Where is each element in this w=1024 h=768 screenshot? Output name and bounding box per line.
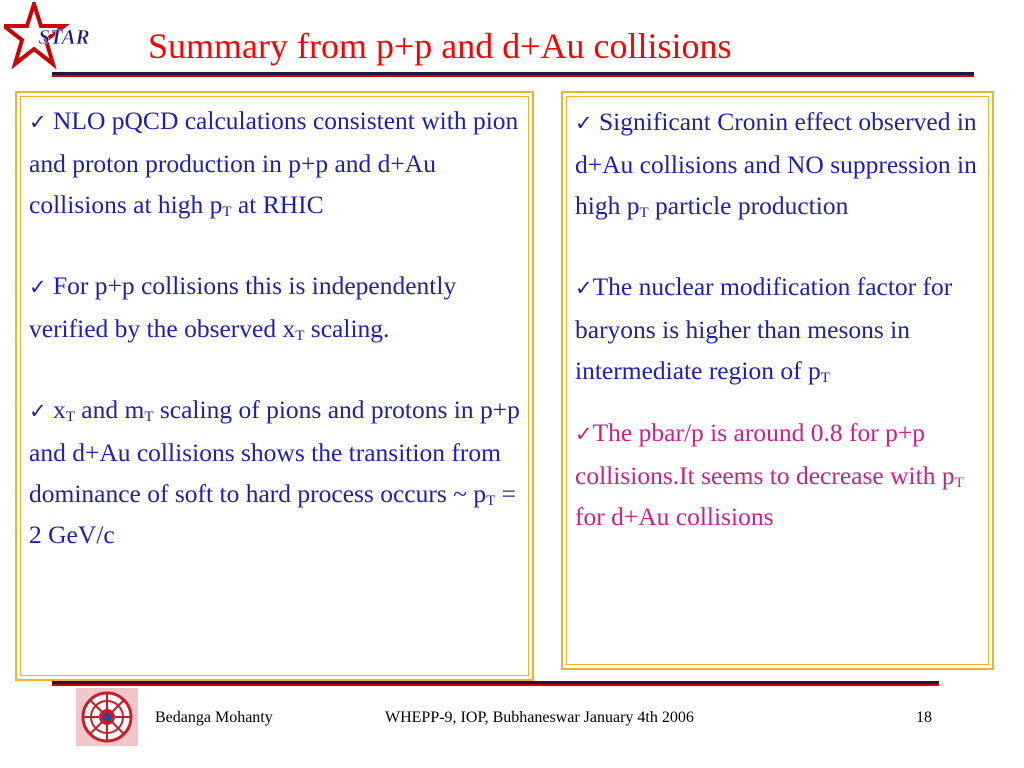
check-icon: ✓ [575, 422, 593, 446]
check-icon: ✓ [29, 399, 47, 423]
slide-title: Summary from p+p and d+Au collisions [148, 26, 732, 66]
check-icon: ✓ [29, 275, 47, 299]
right-summary-box [561, 91, 994, 670]
footer-event: WHEPP-9, IOP, Bubhaneswar January 4th 2006 [385, 709, 694, 726]
star-logo [4, 2, 104, 74]
page-number: 18 [916, 709, 932, 726]
left-summary-box [15, 91, 534, 681]
footer-divider [52, 681, 939, 684]
right-item-cronin: ✓ Significant Cronin effect observed in d+Au collisions and NO suppression in high $p_T$ particle production [575, 107, 977, 221]
right-item-nuclear-modification: ✓The nuclear modification factor for baryons is higher than mesons in intermediate region of $p_T$ [575, 272, 953, 386]
left-item-xt-scaling: ✓ For p+p collisions this is independently verified by the observed $x_T$ scaling. [29, 271, 457, 344]
check-icon: ✓ [29, 110, 47, 134]
left-item-nlo-pqcd: ✓ NLO pQCD calculations consistent with pion and proton production in p+p and d+Au collisions at high $p_T$ at RHIC [29, 106, 519, 220]
title-divider [52, 72, 974, 75]
left-item-transition: ✓ $x_T$ and $m_T$ scaling of pions and protons in p+p and d+Au collisions shows the transition from dominance of soft to hard process occurs ~ $p_T = 2$ GeV/c [29, 395, 520, 549]
right-item-pbar-p: ✓The pbar/p is around 0.8 for p+p collisions.It seems to decrease with $p_T$ for d+Au collisions [575, 418, 964, 531]
footer-author: Bedanga Mohanty [155, 709, 273, 726]
logo-text: STAR [38, 25, 90, 49]
check-icon: ✓ [575, 111, 593, 135]
institute-logo-icon [76, 688, 138, 746]
check-icon: ✓ [575, 276, 593, 300]
